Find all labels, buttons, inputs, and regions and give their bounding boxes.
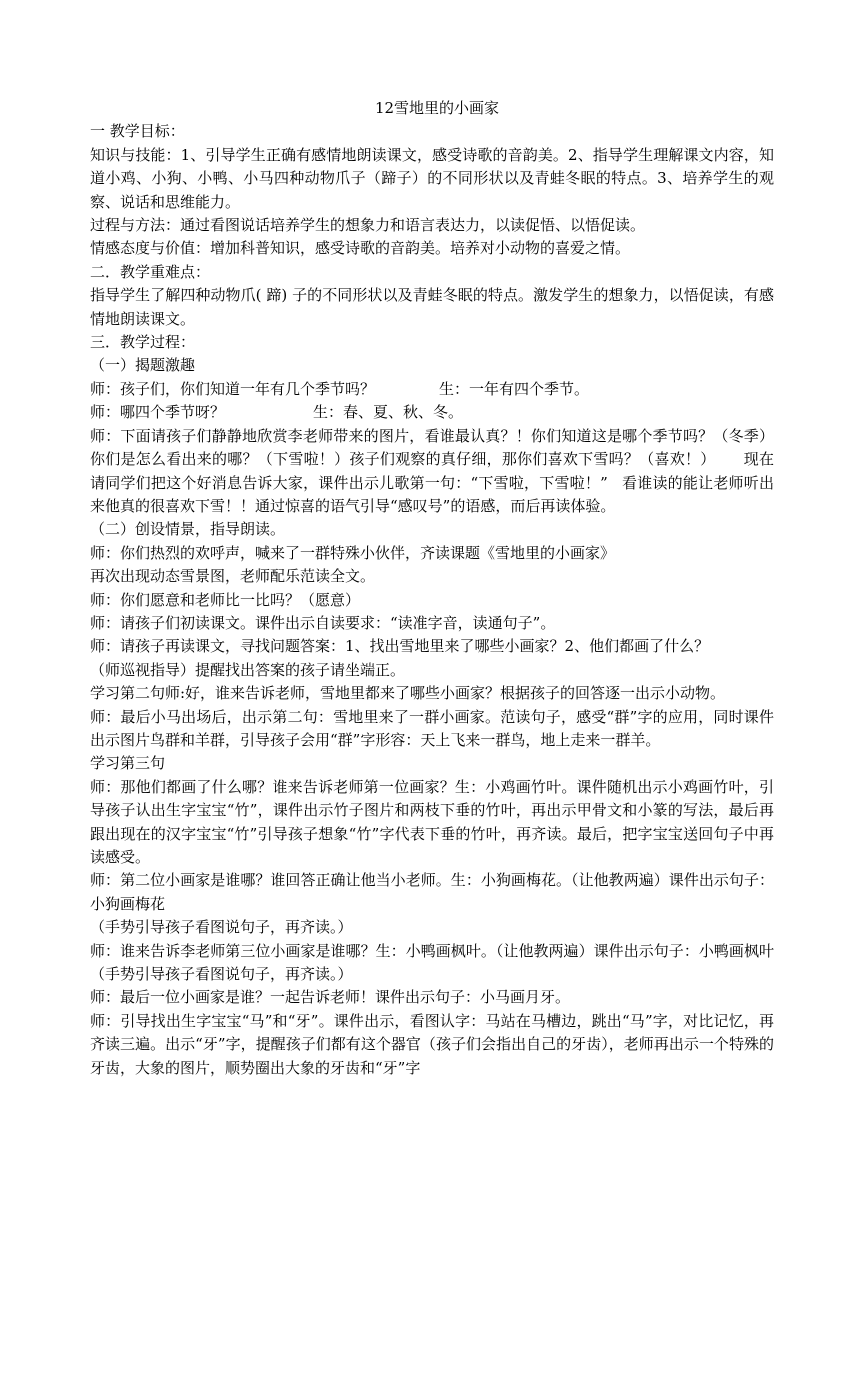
paragraph: 再次出现动态雪景图，老师配乐范读全文。 [90, 567, 376, 586]
part-one-body [90, 425, 774, 519]
subheading: 学习第三句 [90, 754, 166, 773]
part-one-text-c: 看谁读的能让老师听出来他真的很喜欢下雪！！通过惊喜的语气引导“感叹号”的语感，而后再读体验。 [90, 473, 774, 515]
paragraph: 师：你们愿意和老师比一比吗？（愿意） [90, 590, 361, 609]
objectives-heading: 一 教学目标： [90, 122, 185, 141]
process-method-paragraph: 过程与方法：通过看图说话培养学生的想象力和语言表达力，以读促悟、以悟促读。 [90, 216, 646, 235]
paragraph: 师：第二位小画家是谁哪？谁回答正确让他当小老师。生：小狗画梅花。（让他教两遍）课件出示句子：小狗画梅花 [90, 871, 774, 913]
paragraph: 师：最后小马出场后，出示第二句：雪地里来了一群小画家。范读句子，感受“群”字的应用，同时课件出示图片鸟群和羊群，引导孩子会用“群”字形容：天上飞来一群鸟，地上走来一群羊。 [90, 707, 774, 749]
part-one-text-a: 师：下面请孩子们静静地欣赏李老师带来的图片，看谁最认真？！你们知道这是哪个季节吗？（冬季）你们是怎么看出来的哪？（下雪啦！）孩子们观察的真仔细，那你们喜欢下雪吗？（喜欢！） [90, 426, 774, 469]
paragraph: （师巡视指导）提醒找出答案的孩子请坐端正。 [90, 660, 406, 679]
dialog-line [90, 378, 774, 401]
attitude-values-paragraph: 情感态度与价值：增加科普知识，感受诗歌的音韵美。培养对小动物的喜爱之情。 [90, 239, 631, 258]
teacher-line: 师：哪四个季节呀？ [90, 403, 226, 422]
key-points-heading: 二．教学重难点： [90, 262, 211, 281]
part-two-heading: （二）创设情景，指导朗读。 [90, 520, 286, 539]
document-body [90, 97, 774, 1080]
paragraph: 师：引导找出生字宝宝“马”和“牙”。课件出示，看图认字：马站在马槽边，跳出“马”字，对比记忆，再齐读三遍。出示“牙”字，提醒孩子们都有这个器官（孩子们会指出自己的牙齿），老师再出示一个特殊的牙齿，大象的图片，顺势圈出大象的牙齿和“牙”字 [90, 1011, 774, 1077]
teacher-line: 师：孩子们，你们知道一年有几个季节吗？ [90, 379, 376, 398]
part-one-heading: （一）揭题激趣 [90, 356, 196, 375]
part-one-text-b: 现在请同学们把这个好消息告诉大家，课件出示儿歌第一句：“下雪啦，下雪啦！” [90, 450, 774, 492]
paragraph: 师：谁来告诉李老师第三位小画家是谁哪？生：小鸭画枫叶。（让他教两遍）课件出示句子：小鸭画枫叶（手势引导孩子看图说句子，再齐读。） [90, 941, 774, 984]
paragraph: 师：那他们都画了什么哪？谁来告诉老师第一位画家？生：小鸡画竹叶。课件随机出示小鸡画竹叶，引导孩子认出生字宝宝“竹”，课件出示竹子图片和两枝下垂的竹叶，再出示甲骨文和小篆的写法，最后再跟出现在的汉字宝宝“竹”引导孩子想象“竹”字代表下垂的竹叶，再齐读。最后，把字宝宝送回句子中再读感受。 [90, 777, 774, 866]
paragraph: 师：请孩子们初读课文。课件出示自读要求：“读准字音，读通句子”。 [90, 613, 556, 632]
teaching-process-heading: 三．教学过程： [90, 333, 196, 352]
paragraph: （手势引导孩子看图说句子，再齐读。） [90, 918, 353, 937]
dialog-line [90, 401, 774, 424]
paragraph: 学习第二句师:好，谁来告诉老师，雪地里都来了哪些小画家？根据孩子的回答逐一出示小动物。 [90, 684, 726, 703]
student-line: 生：一年有四个季节。 [439, 379, 590, 398]
key-points-paragraph: 指导学生了解四种动物爪( 蹄) 子的不同形状以及青蛙冬眠的特点。激发学生的想象力，以悟促读，有感情地朗读课文。 [90, 286, 774, 328]
paragraph: 师：最后一位小画家是谁？一起告诉老师！课件出示句子：小马画月牙。 [90, 988, 571, 1007]
page-title: 12雪地里的小画家 [374, 99, 500, 117]
paragraph: 师：请孩子再读课文，寻找问题答案：1、找出雪地里来了哪些小画家？2、他们都画了什么？ [90, 637, 710, 656]
student-line: 生：春、夏、秋、冬。 [313, 403, 464, 422]
knowledge-skills-paragraph: 知识与技能：1、引导学生正确有感情地朗读课文，感受诗歌的音韵美。2、指导学生理解课文内容，知道小鸡、小狗、小鸭、小马四种动物爪子（蹄子）的不同形状以及青蛙冬眠的特点。3、培养学生的观察、说话和思维能力。 [90, 145, 774, 211]
paragraph: 师：你们热烈的欢呼声，喊来了一群特殊小伙伴，齐读课题《雪地里的小画家》 [90, 543, 616, 562]
